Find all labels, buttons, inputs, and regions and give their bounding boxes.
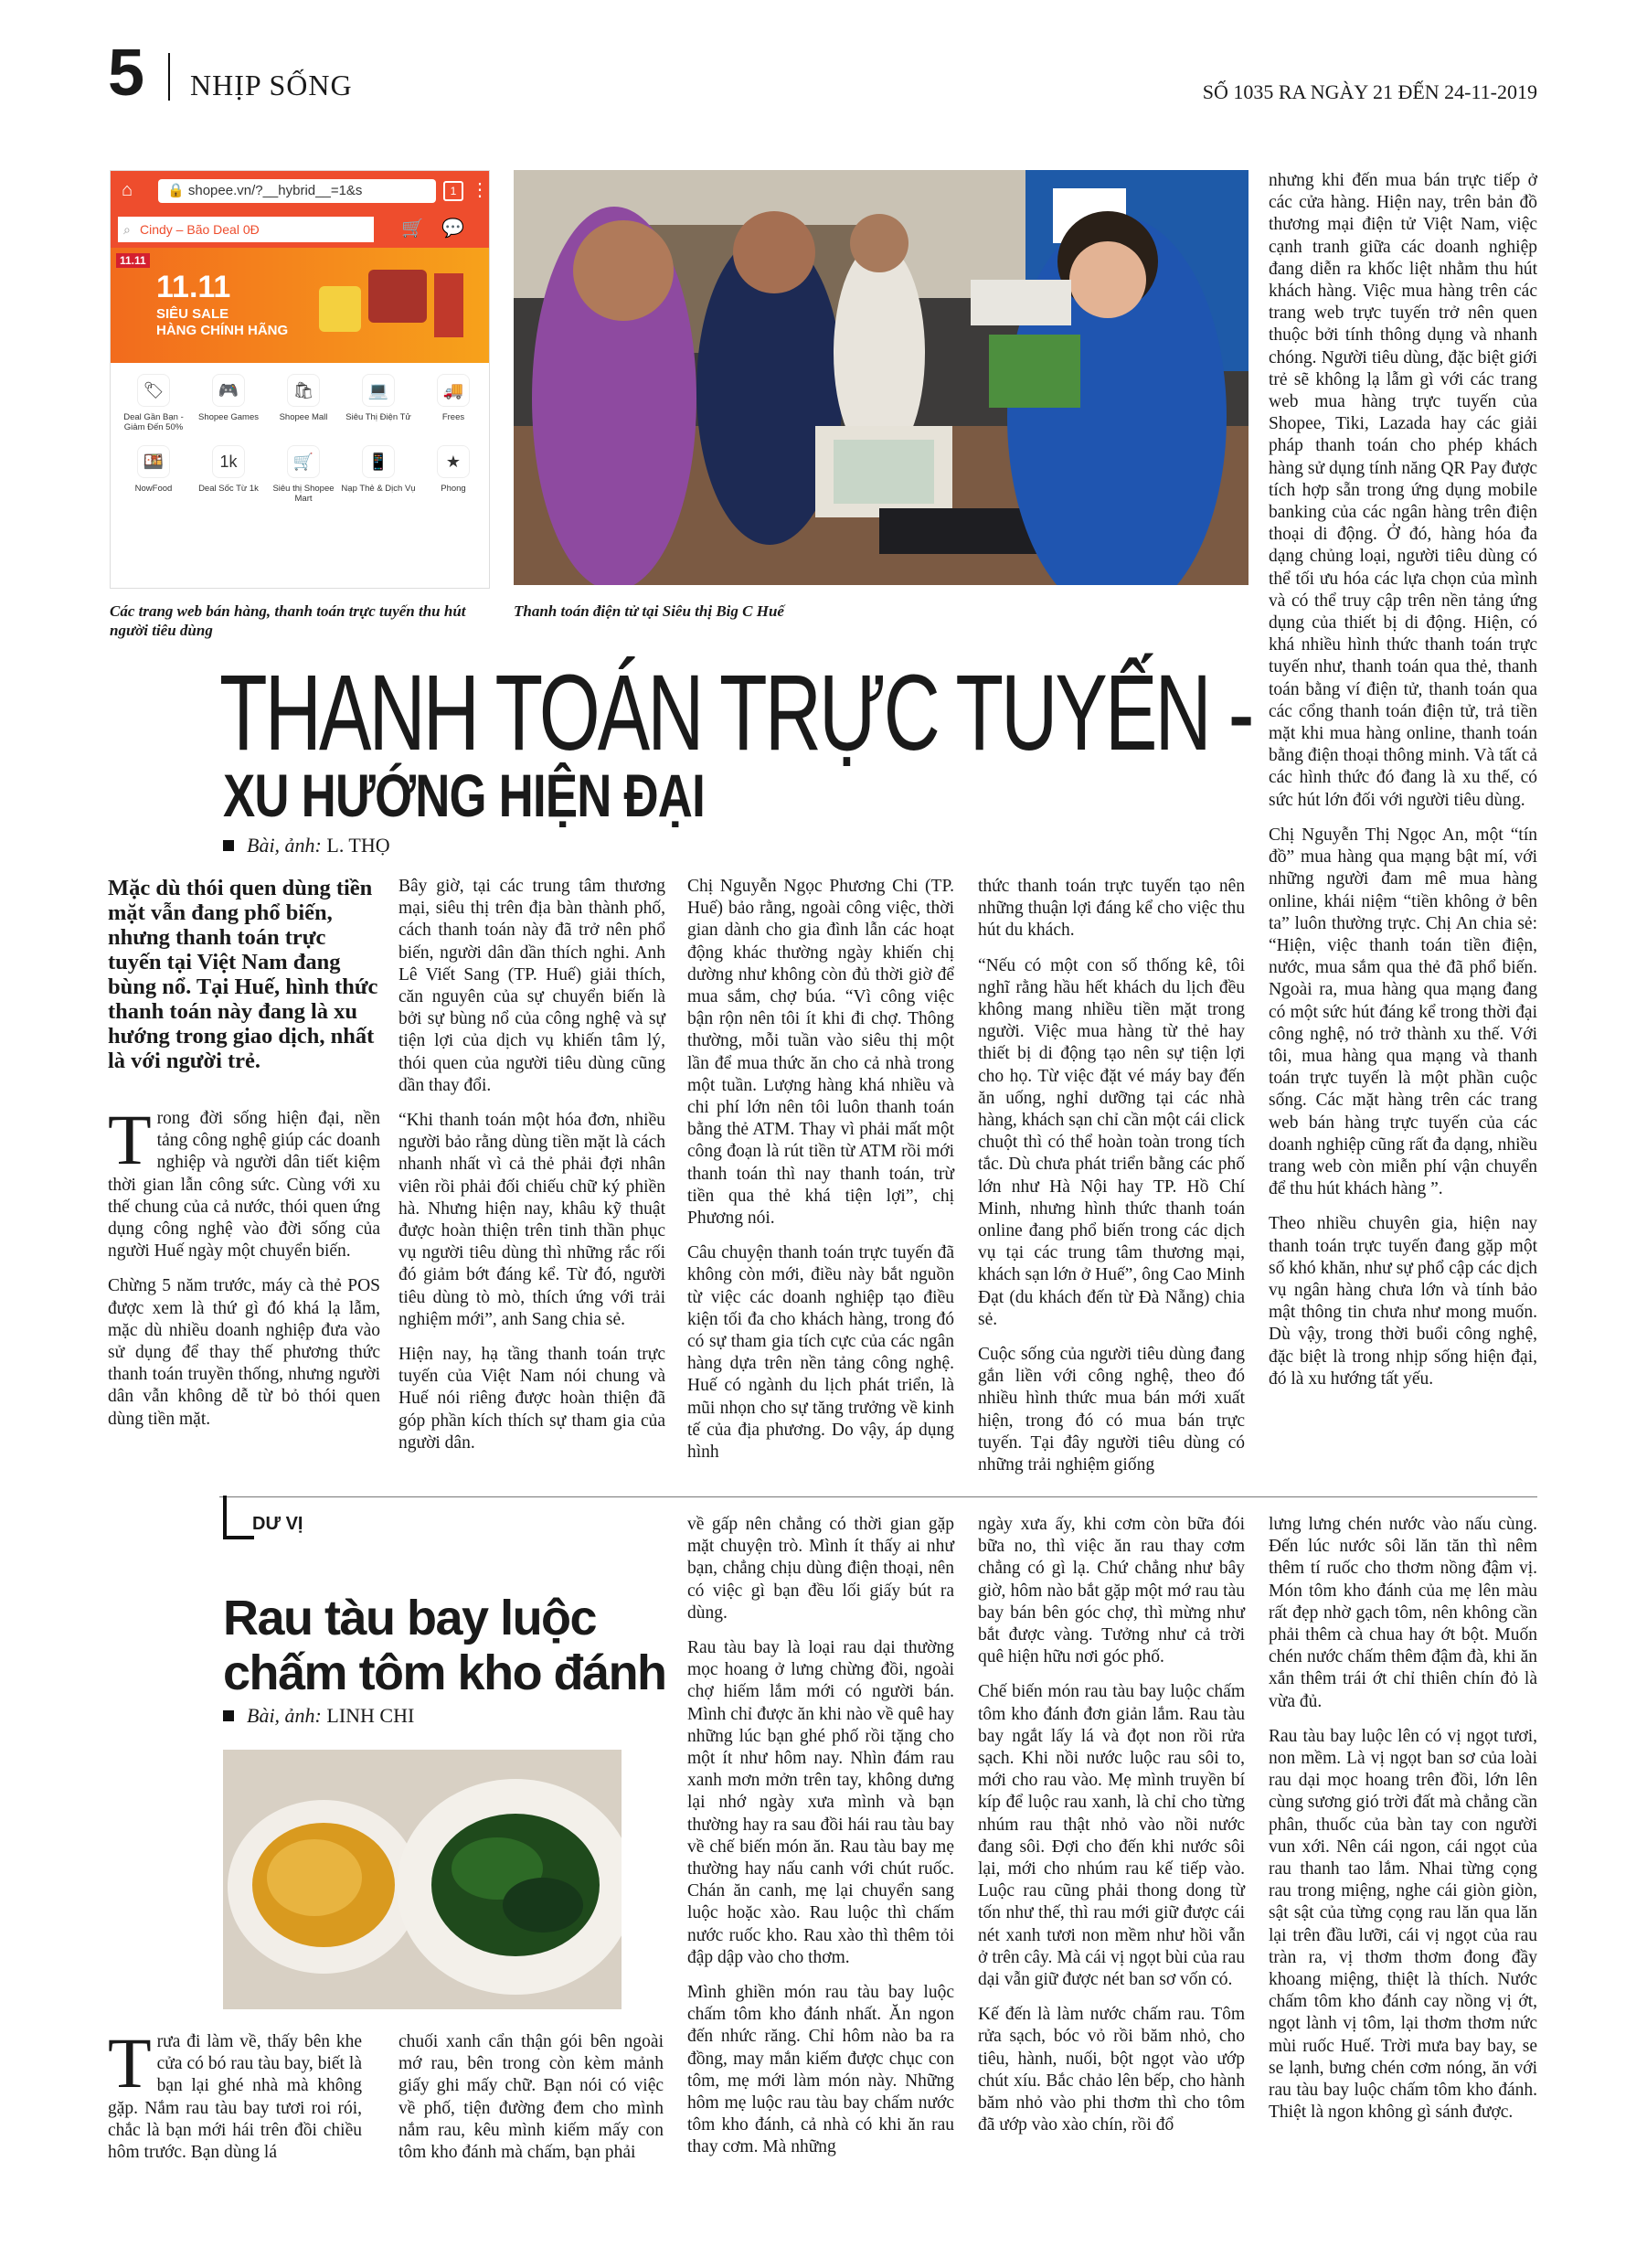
- byline-author: LINH CHI: [326, 1704, 415, 1727]
- paragraph: rong đời sống hiện đại, nền tảng công nghệ giúp các doanh nghiệp và người dân tiết kiệm thời gian lẫn công sức. Cùng với xu thế chung của cả nước, thói quen ứng dụng công nghệ vào đời sống của người Huế ngày một chuyển biến.: [108, 1109, 380, 1262]
- category-icon: 🎮: [212, 374, 245, 407]
- url-text: shopee.vn/?__hybrid__=1&s: [187, 183, 363, 198]
- bag-graphic: [368, 270, 427, 323]
- search-icon: ⌕: [123, 222, 131, 237]
- category-label: Siêu thị Shopee Mart: [272, 484, 335, 504]
- speaker-graphic: [319, 286, 361, 332]
- article-column-1: [108, 876, 380, 1443]
- category-icon: 1k: [212, 445, 245, 478]
- paragraph: Chế biến món rau tàu bay luộc chấm tôm kho đánh đơn giản lắm. Rau tàu bay ngắt lấy lá và đọt non rồi rửa sạch. Khi nồi nước luộc rau sôi to, mới cho rau vào. Mẹ mình truyền bí kíp để luộc rau xanh, là chỉ cho từng nhúm rau thật nhỏ vào nồi nước đang sôi. Đợi cho đến khi nước sôi lại, mới cho nhúm rau kế tiếp vào. Luộc rau cũng phải thong dong từ tốn như thế, thì rau mới giữ được cái nét xanh tươi non mềm như hồi vẫn ở trên cây. Mà cái vị ngọt bùi của rau dại vẫn giữ được nét ban sơ vốn có.: [978, 1682, 1245, 1990]
- food-headline-line2: chấm tôm kho đánh: [223, 1645, 666, 1700]
- category-label: Siêu Thị Điện Tử: [345, 412, 411, 422]
- category-item: [341, 374, 416, 432]
- paragraph: lưng lưng chén nước vào nấu cùng. Đến lúc nước sôi lăn tăn thì nêm thêm tí ruốc cho thơm nồng đậm vị. Món tôm kho đánh của mẹ lên màu rất đẹp nhờ gạch tôm, nên không cần phải thêm cà chua hay ớt bột. Muốn chén nước chấm thêm đậm đà, khi ăn xắn thêm trái ớt chỉ thiên chín đỏ là vừa đủ.: [1269, 1515, 1537, 1711]
- paragraph: Theo nhiều chuyên gia, hiện nay thanh toán trực tuyến đang gặp một số khó khăn, như sự phổ cập các dịch vụ ngân hàng chưa lớn và tính bảo mật thông tin chưa như mong muốn. Dù vậy, trong thời buổi công nghệ, đặc biệt là trong nhịp sống hiện đại, đó là xu hướng tất yếu.: [1269, 1214, 1537, 1389]
- page-number: 5: [108, 37, 145, 110]
- category-icon: 📱: [362, 445, 395, 478]
- paragraph: Bây giờ, tại các trung tâm thương mại, siêu thị trên địa bàn thành phố, cách thanh toán này đã trở nên phổ biến, người dân dần thích nghi. Anh Lê Viết Sang (TP. Huế) giải thích, căn nguyên của sự chuyển biến là bởi sự bùng nổ của công nghệ và sự tiện lợi của dịch vụ khiến tâm lý, thói quen của người tiêu dùng cũng dần thay đổi.: [398, 877, 665, 1095]
- header-divider: [168, 53, 170, 101]
- banner-title: 11.11: [156, 270, 231, 304]
- paragraph: Chừng 5 năm trước, máy cà thẻ POS được xem là thứ gì đó khá lạ lẫm, mặc dù nhiều doanh nghiệp đưa vào sử dụng để thay thế phương thức thanh toán truyền thống, nhưng người dân vẫn không dễ từ bỏ thói quen dùng tiền mặt.: [108, 1276, 380, 1429]
- category-icon: 🛍: [287, 374, 320, 407]
- article-column-5: [1269, 170, 1537, 1403]
- category-item: [191, 445, 266, 504]
- paragraph: Hiện nay, hạ tầng thanh toán trực tuyến của Việt Nam nói chung và Huế nói riêng được hoàn thiện đã góp phần kích thích sự tham gia của người dân.: [398, 1345, 665, 1453]
- paragraph: rưa đi làm về, thấy bên khe cửa có bó rau tàu bay, biết là bạn lại ghé nhà mà không gặp. Nắm rau tàu bay tươi roi rói, chắc là bạn mới hái trên đồi chiều hôm trước. Bạn dùng lá: [108, 2032, 362, 2163]
- search-input: [118, 217, 374, 242]
- byline-label: Bài, ảnh:: [247, 834, 322, 857]
- category-label: Shopee Games: [197, 412, 259, 422]
- category-item: [191, 374, 266, 432]
- food-photo: [223, 1750, 622, 2009]
- section-title: NHỊP SỐNG: [190, 69, 353, 101]
- category-item: [266, 374, 341, 432]
- category-label: Deal Sốc Từ 1k: [198, 484, 259, 494]
- banner-line2: HÀNG CHÍNH HÃNG: [156, 323, 289, 338]
- category-icon: 💻: [362, 374, 395, 407]
- category-item: [416, 445, 490, 504]
- paragraph: “Nếu có một con số thống kê, tôi nghĩ rằng hầu hết khách du lịch đều không mang nhiều tiền mặt trong người. Việc mua hàng từ thẻ hay thiết bị di động tạo nên sự tiện lợi cho họ. Từ việc đặt vé máy bay đến ăn uống, nghỉ dưỡng tại các nhà hàng, khách sạn chỉ cần một cái click chuột thì có thể hoàn toàn trong tích tắc. Dù chưa phát triển bằng các phố lớn như Hà Nội hay TP. Hồ Chí Minh, nhưng hình thức thanh toán online đang phổ biến trong các dịch vụ tại các trung tâm thương mại, khách sạn lớn ở Huế”, ông Cao Minh Đạt (du khách đến từ Đà Nẵng) chia sẻ.: [978, 955, 1245, 1329]
- article-lede: Mặc dù thói quen dùng tiền mặt vẫn đang phổ biến, nhưng thanh toán trực tuyến tại Việt Nam đang bùng nổ. Tại Huế, hình thức thanh toán này đang là xu hướng trong giao dịch, nhất là với người trẻ.: [108, 876, 378, 1073]
- food-byline: [223, 1704, 414, 1728]
- category-label: Deal Gần Bạn - Giảm Đến 50%: [123, 412, 184, 432]
- category-label: NowFood: [134, 484, 173, 494]
- food-column-5: [1269, 1514, 1537, 2136]
- checkout-scene: [514, 170, 1249, 585]
- article-subheadline: XU HƯỚNG HIỆN ĐẠI: [223, 761, 706, 829]
- article-column-3: [687, 876, 954, 1476]
- category-icon: 🏷: [137, 374, 170, 407]
- rau-tom-photo: [223, 1750, 622, 2009]
- banner-tag: 11.11: [116, 253, 150, 268]
- category-item: [116, 445, 191, 504]
- caption-right: Thanh toán điện tử tại Siêu thị Big C Huế: [514, 602, 784, 620]
- category-item: [116, 374, 191, 432]
- category-icon: 🍱: [137, 445, 170, 478]
- paragraph: Rau tàu bay luộc lên có vị ngọt tươi, non mềm. Là vị ngọt ban sơ của loài rau dại mọc hoang trên đồi, lớn lên cùng sương gió trời đất mà chẳng cần phân, thuốc của bàn tay con người vun xới. Nên cái ngon, cái ngọt của rau thanh tao lắm. Nhai từng cọng rau trong miệng, nghe cái giòn giòn, sật sật của từng cọng rau lăn qua lăn lại trên đầu lưỡi, cái vị ngọt của rau tràn ra, vị thơm thơm đong đầy khoang miệng, thiệt là thích. Nước chấm tôm kho đánh cay nồng vị ớt, ngọt lành vị tôm, lại thơm thơm nức mùi ruốc Huế. Trời mưa bay bay, se se lạnh, bưng chén cơm nóng, ăn với rau tàu bay luộc chấm tôm kho đánh. Thiệt là ngon không gì sánh được.: [1269, 1726, 1537, 2123]
- paragraph: thức thanh toán trực tuyến tạo nên những thuận lợi đáng kể cho việc thu hút du khách.: [978, 877, 1245, 941]
- category-icon: 🛒: [287, 445, 320, 478]
- product-graphic: [434, 273, 463, 337]
- category-item: [416, 374, 490, 432]
- category-item: [266, 445, 341, 504]
- article-column-4: [978, 876, 1245, 1489]
- paragraph: về gấp nên chẳng có thời gian gặp mặt chuyện trò. Mình ít thấy ai như bạn, chẳng chịu dùng điện thoại, nên có việc gì bạn đều lối giấy bút ra dùng.: [687, 1515, 954, 1623]
- menu-icon: ⋮: [471, 180, 489, 200]
- paragraph: Cuộc sống của người tiêu dùng đang gắn liền với công nghệ, theo đó nhiều hình thức mua bán mới xuất hiện, trong đó có mua bán trực tuyến. Tại đây người tiêu dùng có những trải nghiệm giống: [978, 1345, 1245, 1475]
- lock-icon: 🔒: [167, 183, 188, 198]
- paragraph: Kế đến là làm nước chấm rau. Tôm rửa sạch, bóc vỏ rồi băm nhỏ, cho tiêu, hành, nuối, bột ngọt vào ướp chút xíu. Bắc chảo lên bếp, cho hành băm nhỏ vào phi thơm thì cho tôm đã ướp vào xào chín, rồi đổ: [978, 2005, 1245, 2135]
- promo-banner: [111, 248, 489, 363]
- paragraph: Chị Nguyễn Thị Ngọc An, một “tín đồ” mua hàng qua mạng bật mí, với những người đam mê mua hàng online, khái niệm “tiền không ở bên ta” luôn thường trực. Chị An chia sẻ: “Hiện, việc thanh toán tiền điện, nước, mua sắm qua thẻ đã phổ biến. Ngoài ra, mua hàng qua mạng đang có một sức hút đáng kể trong thời đại công nghệ, nó trở thành xu thế. Với tôi, mua hàng qua mạng và thanh toán trực tuyến là một phần cuộc sống. Các mặt hàng trên các trang web bán hàng trực tuyến của các doanh nghiệp cũng rất đa dạng, nhiều trang web còn miễn phí vận chuyển để thu hút khách hàng ”.: [1269, 825, 1537, 1199]
- article-headline: THANH TOÁN TRỰC TUYẾN -: [219, 653, 1252, 773]
- food-column-2: [398, 2031, 664, 2177]
- paragraph: Mình ghiền món rau tàu bay luộc chấm tôm kho đánh nhất. Ăn ngon đến nhức răng. Chỉ hôm nào ba ra đồng, may mắn kiếm được chục con tôm, mẹ mới làm món này. Những hôm mẹ luộc rau tàu bay chấm nước tôm kho đánh, cả nhà có khi ăn rau thay cơm. Mà những: [687, 1983, 954, 2157]
- article-byline: [223, 834, 390, 857]
- category-label: Shopee Mall: [279, 412, 328, 422]
- search-placeholder: Cindy – Bão Deal 0Đ: [140, 222, 260, 237]
- chat-icon: 💬: [441, 218, 464, 239]
- shopee-screenshot: [110, 170, 490, 589]
- paragraph: “Khi thanh toán một hóa đơn, nhiều người bảo rằng dùng tiền mặt là cách nhanh nhất vì cả thẻ phải đợi nhân viên rồi phải đối chiếu chữ ký phiền hà. Nhưng hiện nay, khâu kỹ thuật được hoàn thiện trên tinh thần phục vụ người tiêu dùng thì những rắc rối đó giảm bớt đáng kể. Từ đó, người tiêu dùng tò mò, thích ứng với trải nghiệm mới”, anh Sang chia sẻ.: [398, 1111, 665, 1329]
- food-column-1: [108, 2023, 362, 2177]
- browser-bar: [111, 171, 489, 211]
- category-label: Nạp Thẻ & Dịch Vụ: [341, 484, 416, 494]
- category-icon: 🚚: [437, 374, 470, 407]
- column-tag: DƯ VỊ: [252, 1514, 303, 1534]
- issue-info: SỐ 1035 RA NGÀY 21 ĐẾN 24-11-2019: [1202, 80, 1537, 103]
- byline-label: Bài, ảnh:: [247, 1704, 322, 1727]
- food-column-3: [687, 1514, 954, 2172]
- search-bar: [111, 211, 489, 248]
- url-field: [158, 179, 436, 203]
- home-icon: ⌂: [122, 180, 133, 200]
- section-divider: [219, 1496, 1537, 1497]
- paragraph: nhưng khi đến mua bán trực tiếp ở các cửa hàng. Hiện nay, trên bản đồ thương mại điện tử Việt Nam, việc cạnh tranh giữa các doanh nghiệp đang diễn ra khốc liệt nhằm thu hút khách hàng. Việc mua hàng trên các trang web trực tuyến trở nên quen thuộc bởi tính thông dụng và nhanh chóng. Người tiêu dùng, đặc biệt giới trẻ sẽ không lạ lẫm gì với các trang web mua hàng trực tuyến của Shopee, Tiki, Lazada hay các giải pháp thanh toán cho phép khách hàng sử dụng tính năng QR Pay được tích hợp sẵn trong ứng dụng mobile banking của các ngân hàng trên điện thoại di động. Ở đó, hàng hóa đa dạng chủng loại, người tiêu dùng có thể tối ưu hóa các lựa chọn của mình và có thể truy cập trên nền tảng ứng dụng của thiết bị di động. Hiện, có khá nhiều hình thức thanh toán trực tuyến như, thanh toán qua thẻ, thanh toán bằng ví điện tử, thanh toán qua các cổng thanh toán điện tử, trả tiền mặt khi mua hàng online, thanh toán bằng điện thoại thông minh. Và tất cả các hình thức đó đang là xu thế, có sức hút lớn đối với người tiêu dùng.: [1269, 171, 1537, 810]
- category-item: [341, 445, 416, 504]
- banner-line1: SIÊU SALE: [156, 306, 229, 322]
- paragraph: chuối xanh cẩn thận gói bên ngoài mớ rau, bên trong còn kèm mảnh giấy ghi mấy chữ. Bạn nói có việc về phố, tiện đường đem cho mình nắm rau, kêu mình kiếm mấy con tôm kho đánh mà chấm, bạn phải: [398, 2032, 664, 2163]
- byline-author: L. THỌ: [326, 834, 390, 857]
- cart-icon: 🛒: [401, 218, 424, 239]
- tab-count: 1: [443, 181, 463, 201]
- category-icon: ★: [437, 445, 470, 478]
- category-label: Phong: [441, 484, 466, 494]
- byline-marker: [223, 1710, 234, 1721]
- paragraph: ngày xưa ấy, khi cơm còn bữa đói bữa no, thì việc ăn rau thay cơm chẳng có gì lạ. Chứ chẳng như bây giờ, hôm nào bắt gặp một mớ rau tàu bay bán bên góc chợ, thì mừng như bắt được vàng. Tưởng như cả trời quê hiện hữu nơi góc phố.: [978, 1515, 1245, 1667]
- paragraph: Rau tàu bay là loại rau dại thường mọc hoang ở lưng chừng đồi, ngoài chợ hiếm lắm mới có người bán. Mình chỉ được ăn khi nào về quê hay những lúc bạn ghé phố rồi tặng cho một ít như hôm nay. Nhìn đám rau xanh mơn mởn trên tay, không dưng lại nhớ ngày xưa mình và bạn thường hay ra sau đồi hái rau tàu bay về chế biến món ăn. Rau tàu bay mẹ thường hay nấu canh với chút ruốc. Chán ăn canh, mẹ lại chuyển sang luộc hoặc xào. Rau luộc thì chấm nước ruốc kho. Rau xào thì thêm tỏi đập dập vào cho thơm.: [687, 1638, 954, 1967]
- paragraph: Câu chuyện thanh toán trực tuyến đã không còn mới, điều này bắt nguồn từ việc các doanh nghiệp tạo điều kiện tối đa cho khách hàng, trong đó có sự tham gia tích cực của các ngân hàng dựa trên nền tảng công nghệ. Huế có ngành du lịch phát triển, là mũi nhọn cho sự tăng trưởng về kinh tế của địa phương. Do vậy, áp dụng hình: [687, 1243, 954, 1463]
- column-tag-bracket: [223, 1496, 254, 1539]
- category-grid: [111, 363, 489, 515]
- drop-cap: T: [108, 1100, 152, 1179]
- food-column-4: [978, 1514, 1245, 2149]
- article-column-2: [398, 876, 665, 1467]
- supermarket-photo: [514, 170, 1249, 585]
- paragraph: Chị Nguyễn Ngọc Phương Chi (TP. Huế) bảo rằng, ngoài công việc, thời gian dành cho gia đình lẫn các hoạt động khác thường ngày khiến chị dường như không còn đủ thời giờ để mua sắm, chợ búa. “Vì công việc bận rộn nên tôi ít khi đi chợ. Thông thường, mỗi tuần vào siêu thị một lần để mua thức ăn cho cả nhà trong một tuần. Lượng hàng khá nhiều và chi phí lớn nên tôi luôn thanh toán bằng thẻ ATM. Thay vì phải mất một công đoạn là rút tiền từ ATM rồi mới thanh toán thì nay thanh toán, trừ tiền qua thẻ khá tiện lợi”, chị Phương nói.: [687, 877, 954, 1229]
- byline-marker: [223, 840, 234, 851]
- caption-left: Các trang web bán hàng, thanh toán trực tuyến thu hút người tiêu dùng: [110, 602, 466, 639]
- drop-cap: T: [108, 2023, 152, 2103]
- category-label: Frees: [441, 412, 465, 422]
- food-headline-line1: Rau tàu bay luộc: [223, 1591, 597, 1645]
